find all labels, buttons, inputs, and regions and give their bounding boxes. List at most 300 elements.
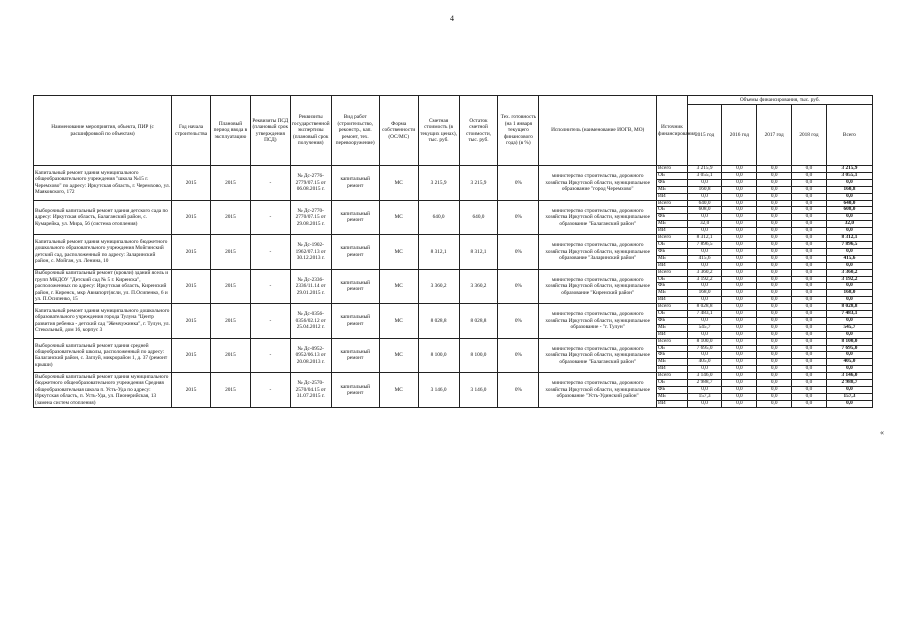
- funding-source: ОБ: [657, 311, 688, 318]
- table-row: [34, 200, 873, 207]
- funding-source: ФБ: [657, 248, 688, 255]
- amount-2015: 8 028,8: [687, 304, 722, 311]
- funding-source: Всего: [657, 235, 688, 242]
- amount-2017: 0,0: [757, 186, 792, 193]
- amount-2016: 0,0: [722, 228, 757, 235]
- header-estimated-cost: Сметная стоимость (в текущих ценах), тыс. руб.: [418, 96, 459, 166]
- table-row: [34, 166, 873, 173]
- funding-source: ФБ: [657, 179, 688, 186]
- header-remaining-cost: Остаток сметной стоимости, тыс. руб.: [459, 96, 498, 166]
- amount-total: 405,0: [826, 359, 872, 366]
- amount-2017: 0,0: [757, 214, 792, 221]
- amount-2016: 0,0: [722, 172, 757, 179]
- readiness: 0%: [498, 269, 539, 304]
- amount-2016: 0,0: [722, 373, 757, 380]
- amount-2018: 0,0: [792, 387, 827, 394]
- amount-2015: 157,3: [687, 393, 722, 400]
- funding-source: ФБ: [657, 283, 688, 290]
- estimated-cost: 640,0: [418, 200, 459, 235]
- amount-2018: 0,0: [792, 221, 827, 228]
- object-name: Капитальный ремонт здания муниципального бюджетного дошкольного образовательного учреждения Мойгинский детский сад, расположенный по адресу: Заларинский район, с. Мойган, ул. Ленина, 10: [34, 235, 172, 270]
- amount-total: 0,0: [826, 283, 872, 290]
- amount-2015: 405,0: [687, 359, 722, 366]
- table-row: [34, 304, 873, 311]
- amount-2016: 0,0: [722, 345, 757, 352]
- amount-2015: 0,0: [687, 179, 722, 186]
- funding-source: ОБ: [657, 207, 688, 214]
- psd-terms: -: [250, 269, 290, 304]
- amount-total: 0,0: [826, 262, 872, 269]
- executor: министерство строительства, дорожного хозяйства Иркутской области, муниципальное образование "Заларинский район": [539, 235, 657, 270]
- table-body: [34, 166, 873, 408]
- amount-2018: 0,0: [792, 276, 827, 283]
- funding-source: ИИ: [657, 262, 688, 269]
- amount-2016: 0,0: [722, 262, 757, 269]
- amount-2016: 0,0: [722, 393, 757, 400]
- amount-total: 0,0: [826, 214, 872, 221]
- funding-source: МБ: [657, 186, 688, 193]
- psd-terms: -: [250, 166, 290, 201]
- estimated-cost: 3 215,9: [418, 166, 459, 201]
- amount-total: 8 312,1: [826, 235, 872, 242]
- amount-2016: 0,0: [722, 311, 757, 318]
- amount-2015: 2 988,7: [687, 380, 722, 387]
- psd-terms: -: [250, 200, 290, 235]
- funding-source: ФБ: [657, 387, 688, 394]
- amount-2016: 0,0: [722, 331, 757, 338]
- funding-source: Всего: [657, 304, 688, 311]
- expertise-details: № Дс-2770-2770/07.15 от 29.08.2015 г.: [290, 200, 331, 235]
- readiness: 0%: [498, 235, 539, 270]
- funding-source: ИИ: [657, 366, 688, 373]
- estimated-cost: 8 100,0: [418, 338, 459, 373]
- amount-2016: 0,0: [722, 255, 757, 262]
- amount-2015: 0,0: [687, 331, 722, 338]
- amount-2017: 0,0: [757, 393, 792, 400]
- remaining-cost: 3 146,0: [459, 373, 498, 408]
- expertise-details: № Дс-1902-1962/07.13 от 30.12.2013 г.: [290, 235, 331, 270]
- amount-2017: 0,0: [757, 235, 792, 242]
- readiness: 0%: [498, 338, 539, 373]
- amount-2016: 0,0: [722, 338, 757, 345]
- funding-source: ФБ: [657, 214, 688, 221]
- amount-total: 0,0: [826, 297, 872, 304]
- estimated-cost: 3 146,0: [418, 373, 459, 408]
- remaining-cost: 8 312,1: [459, 235, 498, 270]
- start-year: 2015: [172, 338, 211, 373]
- table-row: [34, 235, 873, 242]
- ownership-form: МС: [379, 304, 418, 339]
- amount-2015: 0,0: [687, 297, 722, 304]
- amount-2017: 0,0: [757, 380, 792, 387]
- object-name: Выборочный капитальный ремонт здания муниципального бюджетного общеобразовательного учреждения Средняя общеобразовательная школа п. Усть-Уда по адресу: Иркутская область, п. Усть-Уда, ул. Пионерийская, 13 (замена систем отопления): [34, 373, 172, 408]
- amount-2017: 0,0: [757, 262, 792, 269]
- commission-year: 2015: [210, 235, 250, 270]
- remaining-cost: 8 028,8: [459, 304, 498, 339]
- amount-2015: 0,0: [687, 387, 722, 394]
- amount-2017: 0,0: [757, 241, 792, 248]
- funding-source: ФБ: [657, 317, 688, 324]
- amount-2015: 7 483,1: [687, 311, 722, 318]
- amount-total: 3 055,1: [826, 172, 872, 179]
- object-name: Капитальный ремонт здания муниципального дошкольного образовательного учреждения города Тулуна "Центр развития ребенка - детский сад "Жемчужинка", г. Тулун, ул. Стекольный, дом 16, корпус 3: [34, 304, 172, 339]
- amount-2016: 0,0: [722, 241, 757, 248]
- readiness: 0%: [498, 166, 539, 201]
- amount-2016: 0,0: [722, 207, 757, 214]
- work-type: капитальный ремонт: [331, 166, 379, 201]
- amount-2017: 0,0: [757, 338, 792, 345]
- amount-2018: 0,0: [792, 186, 827, 193]
- amount-2017: 0,0: [757, 331, 792, 338]
- amount-2015: 640,0: [687, 200, 722, 207]
- table-row: [34, 338, 873, 345]
- readiness: 0%: [498, 200, 539, 235]
- amount-2017: 0,0: [757, 366, 792, 373]
- commission-year: 2015: [210, 338, 250, 373]
- header-psd: Реквизиты ПСД (плановый срок утверждения ПСД): [250, 96, 290, 166]
- amount-2017: 0,0: [757, 317, 792, 324]
- amount-2015: 3 360,2: [687, 269, 722, 276]
- executor: министерство строительства, дорожного хозяйства Иркутской области, муниципальное образование "Усть-Удинский район": [539, 373, 657, 408]
- amount-2016: 0,0: [722, 352, 757, 359]
- amount-2018: 0,0: [792, 283, 827, 290]
- executor: министерство строительства, дорожного хозяйства Иркутской области, муниципальное образование - "г. Тулун": [539, 304, 657, 339]
- funding-source: ОБ: [657, 380, 688, 387]
- funding-source: МБ: [657, 393, 688, 400]
- commission-year: 2015: [210, 269, 250, 304]
- amount-2017: 0,0: [757, 387, 792, 394]
- amount-2017: 0,0: [757, 255, 792, 262]
- executor: министерство строительства, дорожного хозяйства Иркутской области, муниципальное образование "Киренский район": [539, 269, 657, 304]
- amount-total: 7 483,1: [826, 311, 872, 318]
- funding-source: ФБ: [657, 352, 688, 359]
- amount-2018: 0,0: [792, 324, 827, 331]
- header-year-2018: 2018 год: [792, 105, 827, 166]
- funding-source: МБ: [657, 255, 688, 262]
- expertise-details: № Дс-0356-0356/02.12 от 25.04.2012 г.: [290, 304, 331, 339]
- object-name: Выборочный капитальный ремонт (кровли) зданий ясель и групп МКДОУ "Детский сад № 5 г. Киренска", расположенных по адресу: Иркутская область, Киренский район, г. Киренск, мкр Авиапорт(ясли, ул. П.Осипенко, 6 и ул. П.Осипенко, 15: [34, 269, 172, 304]
- amount-2016: 0,0: [722, 186, 757, 193]
- amount-total: 160,8: [826, 186, 872, 193]
- expertise-details: № Дс-0952-0952/06.13 от 20.08.2013 г.: [290, 338, 331, 373]
- amount-2017: 0,0: [757, 276, 792, 283]
- object-name: Капитальный ремонт здания муниципального общеобразовательного учреждения "школа №15 г. Черемхово" по адресу: Иркутская область, г. Черемхово, ул. Маяковского, 172: [34, 166, 172, 201]
- amount-2015: 0,0: [687, 193, 722, 200]
- amount-total: 0,0: [826, 387, 872, 394]
- header-funding-source: Источник финансирования: [657, 96, 688, 166]
- amount-2016: 0,0: [722, 214, 757, 221]
- amount-total: 168,0: [826, 290, 872, 297]
- work-type: капитальный ремонт: [331, 269, 379, 304]
- funding-source: ИИ: [657, 193, 688, 200]
- amount-2017: 0,0: [757, 228, 792, 235]
- amount-2018: 0,0: [792, 345, 827, 352]
- header-start-year: Год начала строительства: [172, 96, 211, 166]
- remaining-cost: 3 215,9: [459, 166, 498, 201]
- amount-2018: 0,0: [792, 331, 827, 338]
- amount-2015: 0,0: [687, 283, 722, 290]
- amount-2017: 0,0: [757, 200, 792, 207]
- amount-total: 3 146,0: [826, 373, 872, 380]
- amount-2015: 0,0: [687, 317, 722, 324]
- amount-2015: 160,8: [687, 186, 722, 193]
- amount-2018: 0,0: [792, 214, 827, 221]
- funding-source: МБ: [657, 221, 688, 228]
- funding-source: ИИ: [657, 400, 688, 407]
- amount-2018: 0,0: [792, 290, 827, 297]
- amount-2018: 0,0: [792, 393, 827, 400]
- funding-source: ИИ: [657, 228, 688, 235]
- start-year: 2015: [172, 269, 211, 304]
- executor: министерство строительства, дорожного хозяйства Иркутской области, муниципальное образование "Балаганский район": [539, 338, 657, 373]
- header-ownership: Форма собственности (ОС/МС): [379, 96, 418, 166]
- amount-2017: 0,0: [757, 352, 792, 359]
- amount-2018: 0,0: [792, 317, 827, 324]
- amount-2016: 0,0: [722, 235, 757, 242]
- amount-2018: 0,0: [792, 304, 827, 311]
- amount-total: 2 988,7: [826, 380, 872, 387]
- amount-2016: 0,0: [722, 400, 757, 407]
- work-type: капитальный ремонт: [331, 338, 379, 373]
- header-year-2015: 2015 год: [687, 105, 722, 166]
- amount-2017: 0,0: [757, 359, 792, 366]
- margin-mark: «: [880, 428, 884, 437]
- amount-2018: 0,0: [792, 373, 827, 380]
- header-commission-year: Плановый период ввода в эксплуатацию: [210, 96, 250, 166]
- amount-2016: 0,0: [722, 380, 757, 387]
- amount-2016: 0,0: [722, 179, 757, 186]
- remaining-cost: 8 100,0: [459, 338, 498, 373]
- amount-2015: 8 312,1: [687, 235, 722, 242]
- commission-year: 2015: [210, 200, 250, 235]
- amount-total: 0,0: [826, 228, 872, 235]
- amount-total: 0,0: [826, 366, 872, 373]
- header-executor: Исполнитель (наименование ИОГВ, МО): [539, 96, 657, 166]
- amount-total: 608,0: [826, 207, 872, 214]
- expertise-details: № Дс-2570-2570/04.15 от 31.07.2015 г.: [290, 373, 331, 408]
- amount-2016: 0,0: [722, 324, 757, 331]
- header-funding-group: Объемы финансирования, тыс. руб.: [687, 96, 872, 105]
- object-name: Выборочный капитальный ремонт здания средней общеобразовательной школы, расположенный по адресу: Балаганский район, с. Заглуй, микрорайон 1, д. 37 (ремонт крыши): [34, 338, 172, 373]
- start-year: 2015: [172, 304, 211, 339]
- amount-2017: 0,0: [757, 172, 792, 179]
- amount-total: 7 695,0: [826, 345, 872, 352]
- amount-total: 0,0: [826, 193, 872, 200]
- amount-2015: 3 055,1: [687, 172, 722, 179]
- table-row: [34, 269, 873, 276]
- estimated-cost: 3 360,2: [418, 269, 459, 304]
- amount-2018: 0,0: [792, 352, 827, 359]
- amount-total: 415,6: [826, 255, 872, 262]
- amount-2015: 3 192,2: [687, 276, 722, 283]
- amount-total: 0,0: [826, 352, 872, 359]
- amount-2018: 0,0: [792, 200, 827, 207]
- ownership-form: МС: [379, 200, 418, 235]
- amount-2016: 0,0: [722, 221, 757, 228]
- amount-2018: 0,0: [792, 400, 827, 407]
- amount-2018: 0,0: [792, 235, 827, 242]
- amount-2015: 32,0: [687, 221, 722, 228]
- psd-terms: -: [250, 235, 290, 270]
- amount-total: 8 028,8: [826, 304, 872, 311]
- amount-2016: 0,0: [722, 200, 757, 207]
- amount-2016: 0,0: [722, 359, 757, 366]
- amount-2016: 0,0: [722, 290, 757, 297]
- amount-total: 157,3: [826, 393, 872, 400]
- funding-source: ИИ: [657, 297, 688, 304]
- amount-2017: 0,0: [757, 304, 792, 311]
- amount-2017: 0,0: [757, 221, 792, 228]
- amount-2016: 0,0: [722, 297, 757, 304]
- funding-source: МБ: [657, 359, 688, 366]
- header-readiness: Тех. готовность (на 1 января текущего финансового года) (в %): [498, 96, 539, 166]
- amount-2015: 545,7: [687, 324, 722, 331]
- amount-2017: 0,0: [757, 297, 792, 304]
- funding-source: МБ: [657, 290, 688, 297]
- amount-2018: 0,0: [792, 248, 827, 255]
- object-name: Выборочный капитальный ремонт здания детского сада по адресу: Иркутская область, Балаганский район, с. Кумарейка, ул. Мира, 56 (система отопления): [34, 200, 172, 235]
- work-type: капитальный ремонт: [331, 304, 379, 339]
- amount-total: 8 100,0: [826, 338, 872, 345]
- amount-2017: 0,0: [757, 345, 792, 352]
- amount-total: 0,0: [826, 331, 872, 338]
- funding-source: Всего: [657, 200, 688, 207]
- amount-2015: 415,6: [687, 255, 722, 262]
- start-year: 2015: [172, 166, 211, 201]
- amount-2015: 3 146,0: [687, 373, 722, 380]
- executor: министерство строительства, дорожного хозяйства Иркутской области, муниципальное образование "город Черемхово": [539, 166, 657, 201]
- amount-2016: 0,0: [722, 387, 757, 394]
- amount-2017: 0,0: [757, 400, 792, 407]
- amount-2015: 0,0: [687, 214, 722, 221]
- amount-2018: 0,0: [792, 297, 827, 304]
- amount-2016: 0,0: [722, 304, 757, 311]
- amount-2017: 0,0: [757, 290, 792, 297]
- amount-2016: 0,0: [722, 283, 757, 290]
- header-name: Наименование мероприятия, объекта, ПИР (с расшифровкой по объектам): [34, 96, 172, 166]
- start-year: 2015: [172, 235, 211, 270]
- amount-2017: 0,0: [757, 179, 792, 186]
- amount-2018: 0,0: [792, 269, 827, 276]
- amount-2016: 0,0: [722, 193, 757, 200]
- amount-2015: 7 896,5: [687, 241, 722, 248]
- ownership-form: МС: [379, 269, 418, 304]
- amount-2017: 0,0: [757, 283, 792, 290]
- amount-2015: 0,0: [687, 262, 722, 269]
- executor: министерство строительства, дорожного хозяйства Иркутской области, муниципальное образование "Балаганский район": [539, 200, 657, 235]
- amount-2016: 0,0: [722, 248, 757, 255]
- amount-2018: 0,0: [792, 166, 827, 173]
- commission-year: 2015: [210, 373, 250, 408]
- amount-2015: 0,0: [687, 352, 722, 359]
- psd-terms: -: [250, 338, 290, 373]
- amount-2017: 0,0: [757, 324, 792, 331]
- amount-2016: 0,0: [722, 317, 757, 324]
- header-year-2016: 2016 год: [722, 105, 757, 166]
- capital-repair-table: [33, 95, 873, 408]
- amount-2015: 7 695,0: [687, 345, 722, 352]
- amount-total: 3 215,9: [826, 166, 872, 173]
- amount-total: 0,0: [826, 400, 872, 407]
- commission-year: 2015: [210, 304, 250, 339]
- remaining-cost: 640,0: [459, 200, 498, 235]
- amount-2018: 0,0: [792, 359, 827, 366]
- ownership-form: МС: [379, 235, 418, 270]
- funding-source: Всего: [657, 338, 688, 345]
- expertise-details: № Дс-2336-2336/11.14 от 29.01.2015 г.: [290, 269, 331, 304]
- start-year: 2015: [172, 200, 211, 235]
- amount-2018: 0,0: [792, 338, 827, 345]
- funding-source: Всего: [657, 166, 688, 173]
- amount-2018: 0,0: [792, 228, 827, 235]
- amount-2016: 0,0: [722, 269, 757, 276]
- amount-2015: 0,0: [687, 400, 722, 407]
- estimated-cost: 8 028,8: [418, 304, 459, 339]
- header-work-type: Вид работ (строительство, реконстр., кап. ремонт, тех. перевооружение): [331, 96, 379, 166]
- funding-source: Всего: [657, 373, 688, 380]
- expertise-details: № Дс-2776-2779/07.15 от 06.08.2015 г.: [290, 166, 331, 201]
- funding-source: ИИ: [657, 331, 688, 338]
- header-expertise: Реквизиты государственной экспертизы (плановый срок получения): [290, 96, 331, 166]
- funding-source: ОБ: [657, 241, 688, 248]
- amount-2017: 0,0: [757, 193, 792, 200]
- amount-2016: 0,0: [722, 166, 757, 173]
- amount-2018: 0,0: [792, 380, 827, 387]
- readiness: 0%: [498, 373, 539, 408]
- commission-year: 2015: [210, 166, 250, 201]
- page-number: 4: [450, 14, 454, 23]
- amount-2017: 0,0: [757, 311, 792, 318]
- readiness: 0%: [498, 304, 539, 339]
- funding-source: ОБ: [657, 172, 688, 179]
- psd-terms: -: [250, 373, 290, 408]
- amount-2016: 0,0: [722, 366, 757, 373]
- amount-2018: 0,0: [792, 179, 827, 186]
- funding-source: Всего: [657, 269, 688, 276]
- amount-2015: 0,0: [687, 248, 722, 255]
- amount-2018: 0,0: [792, 172, 827, 179]
- amount-2017: 0,0: [757, 248, 792, 255]
- amount-2015: 8 100,0: [687, 338, 722, 345]
- amount-2018: 0,0: [792, 207, 827, 214]
- amount-2015: 168,0: [687, 290, 722, 297]
- amount-total: 545,7: [826, 324, 872, 331]
- amount-2018: 0,0: [792, 366, 827, 373]
- amount-2018: 0,0: [792, 262, 827, 269]
- amount-2017: 0,0: [757, 373, 792, 380]
- amount-2017: 0,0: [757, 269, 792, 276]
- amount-total: 640,0: [826, 200, 872, 207]
- amount-2015: 0,0: [687, 228, 722, 235]
- ownership-form: МС: [379, 373, 418, 408]
- amount-2018: 0,0: [792, 311, 827, 318]
- amount-2015: 3 215,9: [687, 166, 722, 173]
- estimated-cost: 8 312,1: [418, 235, 459, 270]
- amount-2016: 0,0: [722, 276, 757, 283]
- work-type: капитальный ремонт: [331, 235, 379, 270]
- start-year: 2015: [172, 373, 211, 408]
- work-type: капитальный ремонт: [331, 200, 379, 235]
- amount-2017: 0,0: [757, 207, 792, 214]
- header-year-2017: 2017 год: [757, 105, 792, 166]
- table-row: [34, 373, 873, 380]
- amount-2018: 0,0: [792, 193, 827, 200]
- ownership-form: МС: [379, 338, 418, 373]
- amount-total: 0,0: [826, 179, 872, 186]
- amount-total: 7 896,5: [826, 241, 872, 248]
- amount-total: 3 192,2: [826, 276, 872, 283]
- amount-total: 32,0: [826, 221, 872, 228]
